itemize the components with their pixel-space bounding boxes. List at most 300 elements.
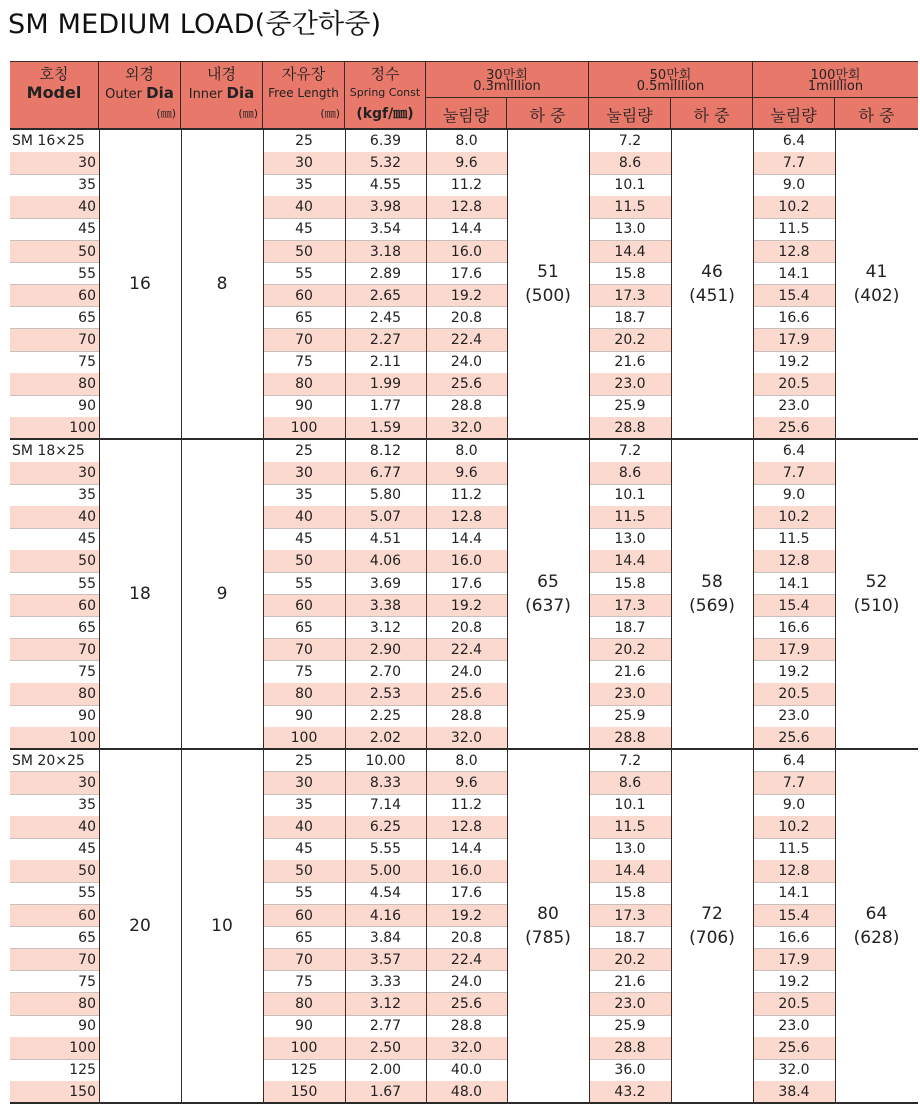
table-row <box>10 329 918 351</box>
cell-d100: 23.0 <box>778 708 810 725</box>
cell-free: 35 <box>295 487 313 504</box>
table-row <box>10 661 918 683</box>
cell-d30: 28.8 <box>450 398 483 415</box>
column-divider <box>263 130 264 1104</box>
cell-k: 3.57 <box>345 949 426 971</box>
table-row <box>10 506 918 528</box>
cell-free: 45 <box>295 531 313 548</box>
cell-k: 5.80 <box>369 487 402 504</box>
cell-d30: 8.0 <box>455 442 478 459</box>
cell-k: 2.11 <box>369 354 402 370</box>
cell-d100: 7.7 <box>753 462 835 484</box>
cell-k: 2.02 <box>345 727 426 749</box>
cell-free: 80 <box>263 373 345 395</box>
cell-k: 3.54 <box>369 221 402 238</box>
cell-d50: 20.2 <box>589 639 671 661</box>
cell-d30: 24.0 <box>450 973 483 990</box>
cell-free: 70 <box>263 639 345 661</box>
group-border <box>10 1102 918 1104</box>
load30-kgf-value: 65 <box>537 571 559 592</box>
cell-d30: 20.8 <box>450 619 483 636</box>
cell-model: 60 <box>10 285 99 307</box>
cell-d50: 21.6 <box>614 973 646 990</box>
cell-d100: 15.4 <box>753 285 835 307</box>
cell-model: 75 <box>78 973 96 990</box>
cell-d50: 11.5 <box>589 196 671 218</box>
table-row <box>10 484 918 506</box>
cell-d100: 6.4 <box>782 752 806 769</box>
header-free-ko: 자유장 <box>281 65 326 83</box>
outer-dia-value: 16 <box>129 273 151 294</box>
cell-d50: 18.7 <box>614 309 646 326</box>
table-row <box>10 196 918 218</box>
cell-model: 80 <box>10 683 99 705</box>
table-row <box>10 971 918 993</box>
cell-d30: 17.6 <box>450 265 483 282</box>
header-deflection-30 <box>426 97 507 129</box>
header-deflection-50-label: 눌림량 <box>606 106 653 125</box>
cell-k: 2.50 <box>345 1037 426 1059</box>
cell-d30: 48.0 <box>426 1081 507 1103</box>
header-group-50-ko: 50만회 <box>649 68 692 83</box>
cell-d100: 11.5 <box>778 221 810 238</box>
header-model-ko: 호칭 <box>39 65 69 83</box>
cell-free: 35 <box>295 797 313 813</box>
cell-d30: 19.2 <box>426 595 507 617</box>
table-row <box>10 1081 918 1103</box>
cell-d30: 19.2 <box>426 905 507 927</box>
cell-d100: 7.7 <box>753 772 835 794</box>
cell-free: 90 <box>295 1018 313 1034</box>
cell-d30: 9.6 <box>426 772 507 794</box>
cell-d30: 17.6 <box>450 885 483 902</box>
header-group-30 <box>426 61 589 97</box>
header-deflection-100-label: 눌림량 <box>770 106 817 125</box>
cell-d30: 25.6 <box>426 993 507 1015</box>
cell-d50: 11.5 <box>589 816 671 838</box>
cell-d30: 12.8 <box>426 196 507 218</box>
cell-d30: 12.8 <box>426 506 507 528</box>
header-deflection-50 <box>589 97 671 129</box>
cell-d100: 25.6 <box>753 417 835 439</box>
cell-free: 55 <box>295 265 313 282</box>
cell-free: 40 <box>263 196 345 218</box>
cell-d30: 11.2 <box>450 487 483 504</box>
cell-d30: 28.8 <box>450 708 483 725</box>
cell-k: 2.70 <box>369 663 402 680</box>
cell-free: 55 <box>295 575 313 592</box>
cell-d50: 13.0 <box>614 221 646 238</box>
cell-d30: 8.0 <box>455 752 478 769</box>
cell-d100: 12.8 <box>753 550 835 572</box>
cell-model: 90 <box>78 398 96 415</box>
cell-free: 75 <box>295 973 313 990</box>
cell-k: 8.12 <box>369 442 402 459</box>
cell-model: 150 <box>10 1081 99 1103</box>
cell-model: 45 <box>78 841 96 858</box>
column-divider <box>835 130 836 1104</box>
cell-model: 100 <box>10 417 99 439</box>
load30-kgf-value: 51 <box>537 261 559 282</box>
table-row <box>10 395 918 417</box>
cell-free: 75 <box>295 354 313 370</box>
cell-d100: 15.4 <box>753 595 835 617</box>
cell-d50: 43.2 <box>589 1081 671 1103</box>
cell-d100: 15.4 <box>753 905 835 927</box>
cell-d100: 6.4 <box>782 133 806 149</box>
cell-d100: 19.2 <box>778 973 810 990</box>
cell-model: SM 16×25 <box>12 133 85 149</box>
cell-d50: 21.6 <box>614 354 646 370</box>
header-free-en: Free Length <box>268 86 339 100</box>
cell-k: 4.55 <box>369 177 402 194</box>
header-deflection-100 <box>753 97 835 129</box>
cell-d100: 17.9 <box>753 949 835 971</box>
cell-free: 100 <box>263 1037 345 1059</box>
load30-newton-value: (637) <box>525 595 571 616</box>
cell-model: 35 <box>78 177 96 194</box>
header-load-30-label: 하 중 <box>529 106 566 125</box>
cell-free: 75 <box>295 663 313 680</box>
table-row <box>10 462 918 484</box>
cell-d30: 24.0 <box>450 663 483 680</box>
cell-d50: 17.3 <box>589 285 671 307</box>
cell-model: 40 <box>10 816 99 838</box>
cell-d30: 16.0 <box>426 550 507 572</box>
cell-d50: 28.8 <box>589 417 671 439</box>
cell-d50: 13.0 <box>614 841 646 858</box>
cell-model: 55 <box>78 885 96 902</box>
cell-d30: 11.2 <box>450 177 483 194</box>
cell-k: 1.67 <box>345 1081 426 1103</box>
header-load-30 <box>507 97 589 129</box>
cell-free: 70 <box>263 329 345 351</box>
cell-free: 30 <box>263 152 345 174</box>
cell-k: 7.14 <box>369 797 402 813</box>
cell-model: 100 <box>10 727 99 749</box>
cell-d50: 25.9 <box>614 398 646 415</box>
cell-free: 60 <box>263 595 345 617</box>
header-group-100-ko: 100만회 <box>810 68 861 83</box>
cell-d50: 14.4 <box>589 550 671 572</box>
cell-model: 55 <box>78 265 96 282</box>
cell-d100: 17.9 <box>753 639 835 661</box>
cell-d100: 20.5 <box>753 993 835 1015</box>
cell-d50: 23.0 <box>589 683 671 705</box>
cell-d50: 7.2 <box>618 442 642 459</box>
cell-d30: 32.0 <box>426 727 507 749</box>
cell-model: 50 <box>10 860 99 882</box>
cell-d50: 20.2 <box>589 949 671 971</box>
cell-free: 25 <box>295 752 313 769</box>
header-mid-border <box>426 97 918 98</box>
header-free-length <box>263 61 345 129</box>
cell-free: 80 <box>263 993 345 1015</box>
cell-d50: 8.6 <box>589 462 671 484</box>
load100-newton-value: (628) <box>853 927 900 948</box>
cell-d50: 23.0 <box>589 993 671 1015</box>
cell-d30: 9.6 <box>426 462 507 484</box>
cell-free: 60 <box>263 285 345 307</box>
cell-free: 65 <box>295 619 313 636</box>
cell-free: 70 <box>263 949 345 971</box>
cell-k: 6.25 <box>345 816 426 838</box>
load50-newton-value: (569) <box>689 595 735 616</box>
column-divider <box>753 130 754 1104</box>
cell-free: 65 <box>295 929 313 946</box>
cell-free: 50 <box>263 550 345 572</box>
cell-d30: 24.0 <box>450 354 483 370</box>
cell-free: 65 <box>295 309 313 326</box>
cell-d30: 14.4 <box>450 531 483 548</box>
table-row <box>10 816 918 838</box>
header-const-ko: 정수 <box>370 65 400 83</box>
cell-d50: 7.2 <box>618 133 642 149</box>
page-title: SM MEDIUM LOAD(중간하중) <box>8 9 382 40</box>
load50-kgf-value: 46 <box>701 261 723 282</box>
cell-free: 40 <box>263 506 345 528</box>
cell-model: SM 20×25 <box>12 752 85 769</box>
table-row <box>10 174 918 196</box>
cell-d30: 14.4 <box>450 841 483 858</box>
cell-d50: 25.9 <box>614 708 646 725</box>
cell-k: 3.69 <box>369 575 402 592</box>
cell-d100: 11.5 <box>778 841 810 858</box>
cell-free: 150 <box>263 1081 345 1103</box>
load50-kgf-value: 58 <box>701 571 723 592</box>
cell-model: 45 <box>78 531 96 548</box>
cell-d30: 20.8 <box>450 309 483 326</box>
cell-k: 5.55 <box>369 841 402 858</box>
table-row <box>10 882 918 904</box>
cell-model: 60 <box>10 905 99 927</box>
cell-k: 8.33 <box>345 772 426 794</box>
cell-d50: 10.1 <box>614 487 646 504</box>
cell-model: 65 <box>78 309 96 326</box>
load100-newton-value: (402) <box>853 285 900 306</box>
cell-d100: 20.5 <box>753 683 835 705</box>
cell-d50: 14.4 <box>589 860 671 882</box>
outer-dia-value: 20 <box>129 915 151 936</box>
cell-model: 30 <box>10 772 99 794</box>
cell-k: 3.98 <box>345 196 426 218</box>
cell-k: 3.18 <box>345 241 426 263</box>
header-group-100 <box>753 61 918 97</box>
cell-model: 30 <box>10 152 99 174</box>
cell-free: 90 <box>295 708 313 725</box>
cell-model: 80 <box>10 993 99 1015</box>
cell-model: SM 18×25 <box>12 442 85 459</box>
cell-d100: 38.4 <box>753 1081 835 1103</box>
header-inner-unit: (㎜) <box>238 107 258 120</box>
cell-free: 45 <box>295 841 313 858</box>
cell-model: 65 <box>78 929 96 946</box>
cell-free: 60 <box>263 905 345 927</box>
cell-k: 10.00 <box>365 752 406 769</box>
cell-k: 3.12 <box>369 619 402 636</box>
cell-model: 50 <box>10 550 99 572</box>
cell-k: 1.77 <box>369 398 402 415</box>
cell-free: 30 <box>263 772 345 794</box>
cell-free: 125 <box>290 1062 318 1079</box>
cell-d50: 17.3 <box>589 905 671 927</box>
header-deflection-30-label: 눌림량 <box>442 106 490 125</box>
cell-model: 90 <box>78 1018 96 1034</box>
cell-model: 70 <box>10 329 99 351</box>
cell-d100: 14.1 <box>778 885 810 902</box>
load100-newton-value: (510) <box>853 595 900 616</box>
cell-free: 35 <box>295 177 313 194</box>
cell-model: 35 <box>78 487 96 504</box>
load30-kgf-value: 80 <box>537 903 559 924</box>
cell-free: 40 <box>263 816 345 838</box>
cell-k: 6.39 <box>369 133 402 149</box>
cell-d50: 25.9 <box>614 1018 646 1034</box>
cell-d30: 16.0 <box>426 241 507 263</box>
header-group-30-ko: 30만회 <box>486 68 528 83</box>
column-divider <box>181 130 182 1104</box>
cell-k: 2.77 <box>369 1018 402 1034</box>
cell-free: 50 <box>263 241 345 263</box>
cell-d50: 15.8 <box>614 265 646 282</box>
cell-model: 80 <box>10 373 99 395</box>
cell-d50: 28.8 <box>589 727 671 749</box>
cell-k: 2.65 <box>345 285 426 307</box>
table-row <box>10 373 918 395</box>
cell-d30: 16.0 <box>426 860 507 882</box>
cell-d30: 19.2 <box>426 285 507 307</box>
cell-d50: 7.2 <box>618 752 642 769</box>
table-row <box>10 1015 918 1037</box>
cell-d100: 9.0 <box>782 487 806 504</box>
cell-k: 4.16 <box>345 905 426 927</box>
header-inner-dia <box>181 61 263 129</box>
cell-k: 2.53 <box>345 683 426 705</box>
table-row <box>10 838 918 860</box>
cell-model: 55 <box>78 575 96 592</box>
cell-model: 40 <box>10 506 99 528</box>
load50-newton-value: (451) <box>689 285 735 306</box>
cell-model: 70 <box>10 949 99 971</box>
header-load-100-label: 하 중 <box>858 106 895 125</box>
cell-free: 55 <box>295 885 313 902</box>
cell-d100: 32.0 <box>778 1062 810 1079</box>
cell-model: 35 <box>78 797 96 813</box>
cell-d100: 11.5 <box>778 531 810 548</box>
cell-model: 65 <box>78 619 96 636</box>
table-row <box>10 130 918 152</box>
table-row <box>10 1059 918 1081</box>
header-group-50 <box>589 61 753 97</box>
load100-kgf-value: 41 <box>865 261 888 282</box>
cell-d50: 28.8 <box>589 1037 671 1059</box>
cell-free: 25 <box>295 133 313 149</box>
cell-d30: 25.6 <box>426 373 507 395</box>
table-row <box>10 1037 918 1059</box>
table-row <box>10 949 918 971</box>
cell-d30: 32.0 <box>426 417 507 439</box>
cell-d100: 12.8 <box>753 241 835 263</box>
table-row <box>10 860 918 882</box>
header-group-30-en: 0.3milllion <box>473 79 541 94</box>
cell-free: 50 <box>263 860 345 882</box>
cell-model: 30 <box>10 462 99 484</box>
load50-newton-value: (706) <box>689 927 735 948</box>
cell-d100: 16.6 <box>778 619 810 636</box>
table-row <box>10 617 918 639</box>
cell-d100: 14.1 <box>778 265 810 282</box>
cell-d100: 7.7 <box>753 152 835 174</box>
cell-d50: 20.2 <box>589 329 671 351</box>
header-top-border <box>10 61 918 62</box>
cell-model: 70 <box>10 639 99 661</box>
cell-d50: 18.7 <box>614 619 646 636</box>
cell-d100: 19.2 <box>778 354 810 370</box>
cell-d50: 23.0 <box>589 373 671 395</box>
table-row <box>10 528 918 550</box>
header-const-en: Spring Const <box>349 86 421 99</box>
cell-k: 3.12 <box>345 993 426 1015</box>
cell-d100: 25.6 <box>753 1037 835 1059</box>
table-row <box>10 351 918 373</box>
header-inner-en-bold: Dia <box>226 84 255 102</box>
cell-k: 2.27 <box>345 329 426 351</box>
inner-dia-value: 8 <box>216 273 228 294</box>
cell-model: 100 <box>10 1037 99 1059</box>
cell-d50: 15.8 <box>614 885 646 902</box>
cell-d100: 16.6 <box>778 929 810 946</box>
table-row <box>10 241 918 263</box>
cell-d50: 11.5 <box>589 506 671 528</box>
table-row <box>10 307 918 329</box>
cell-free: 90 <box>295 398 313 415</box>
cell-d100: 6.4 <box>782 442 806 459</box>
cell-d30: 11.2 <box>450 797 483 813</box>
cell-k: 2.00 <box>369 1062 402 1079</box>
table-row <box>10 772 918 794</box>
column-divider <box>99 130 100 1104</box>
cell-model: 50 <box>10 241 99 263</box>
cell-k: 3.33 <box>369 973 402 990</box>
header-load-50-label: 하 중 <box>693 106 730 125</box>
header-outer-en-bold: Dia <box>146 84 174 102</box>
cell-k: 5.00 <box>345 860 426 882</box>
cell-d30: 17.6 <box>450 575 483 592</box>
cell-k: 6.77 <box>345 462 426 484</box>
column-divider <box>589 130 590 1104</box>
cell-d50: 13.0 <box>614 531 646 548</box>
header-outer-ko: 외경 <box>125 65 154 83</box>
cell-d30: 8.0 <box>455 133 478 149</box>
cell-d30: 22.4 <box>426 949 507 971</box>
cell-k: 1.99 <box>345 373 426 395</box>
header-spring-const <box>345 61 426 129</box>
cell-d50: 21.6 <box>614 663 646 680</box>
cell-k: 3.84 <box>369 929 402 946</box>
cell-d30: 40.0 <box>450 1062 483 1079</box>
table-row <box>10 152 918 174</box>
cell-d100: 10.2 <box>753 816 835 838</box>
cell-d50: 8.6 <box>589 152 671 174</box>
load30-newton-value: (500) <box>525 285 571 306</box>
cell-d50: 15.8 <box>614 575 646 592</box>
header-inner-en-pre: Inner <box>188 87 227 102</box>
header-free-unit: (㎜) <box>320 107 340 120</box>
header-inner-ko: 내경 <box>207 65 236 83</box>
cell-d100: 25.6 <box>753 727 835 749</box>
table-row <box>10 727 918 749</box>
cell-k: 2.45 <box>369 309 402 326</box>
